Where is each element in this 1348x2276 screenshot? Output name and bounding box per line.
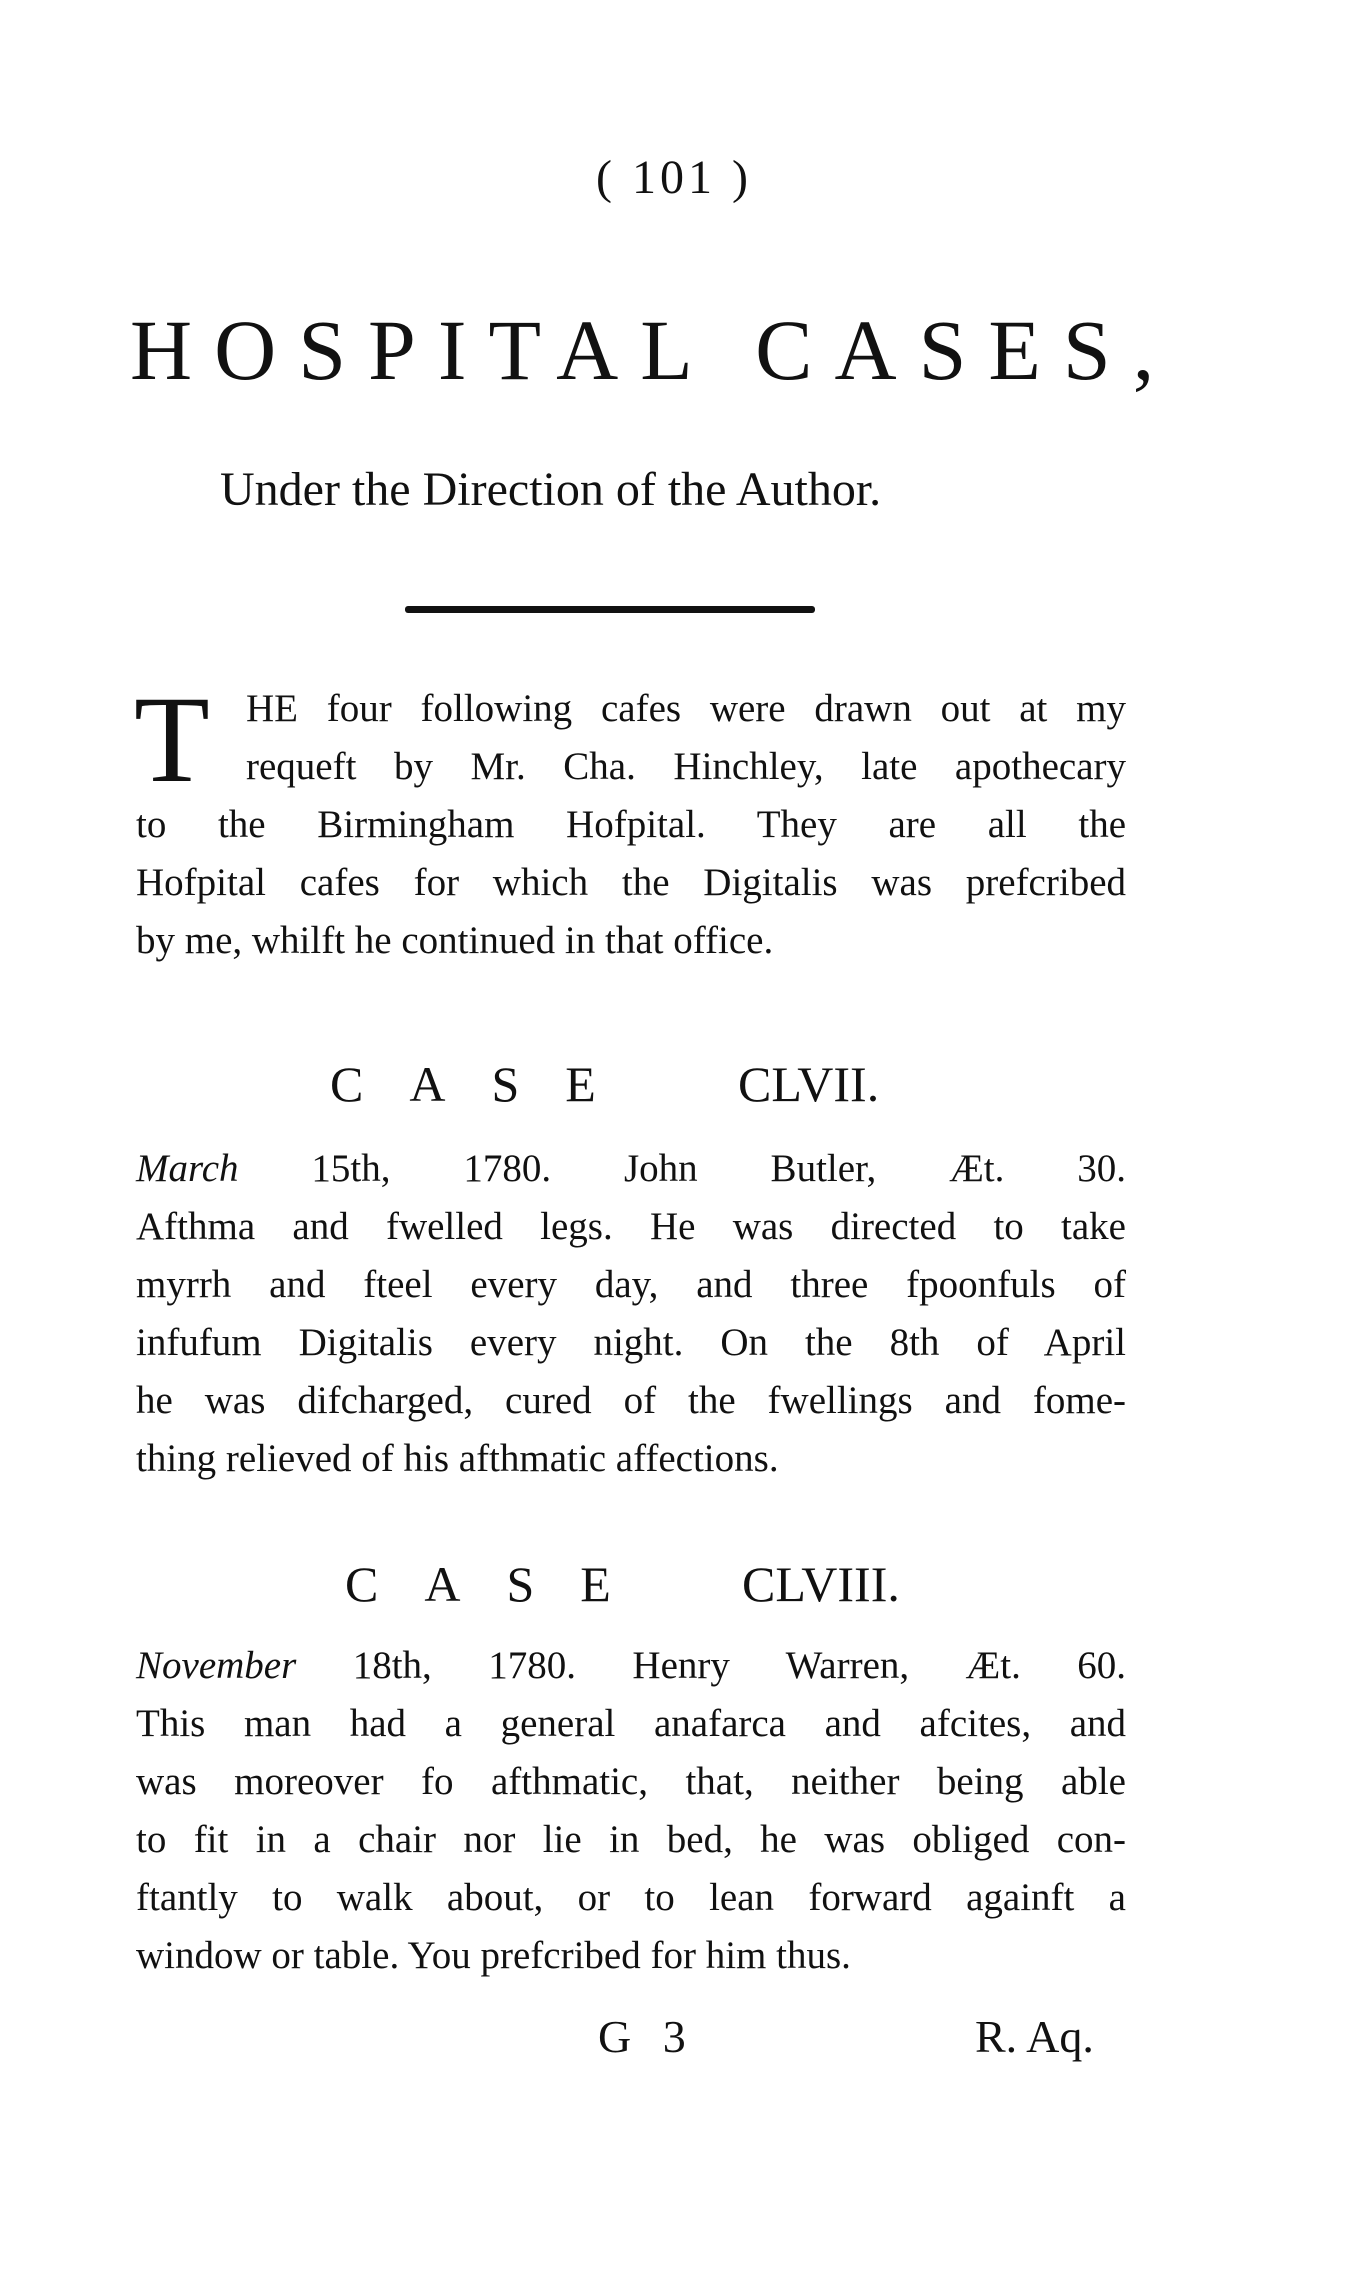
signature-mark: G 3 bbox=[598, 2011, 696, 2062]
intro-line: to the Birmingham Hofpital. They are all the bbox=[136, 803, 1126, 846]
case-line: infufum Digitalis every night. On the 8th of April bbox=[136, 1321, 1126, 1364]
case-first-line bbox=[136, 1140, 1126, 1198]
intro-paragraph bbox=[134, 671, 1126, 970]
intro-line: requeft by Mr. Cha. Hinchley, late apothecary bbox=[246, 745, 1126, 788]
page-subtitle: Under the Direction of the Author. bbox=[220, 463, 882, 516]
case-date-month: November bbox=[136, 1644, 297, 1687]
page-title: HOSPITAL CASES, bbox=[130, 302, 1177, 398]
case-line: window or table. You prefcribed for him thus. bbox=[136, 1934, 851, 1977]
case-paragraph bbox=[136, 1637, 1126, 1985]
case-first-line bbox=[136, 1637, 1126, 1695]
case-line: to fit in a chair nor lie in bed, he was obliged con- bbox=[136, 1818, 1126, 1861]
case-line: ftantly to walk about, or to lean forward againft a bbox=[136, 1876, 1126, 1919]
case-line: he was difcharged, cured of the fwellings and fome- bbox=[136, 1379, 1126, 1422]
case-paragraph bbox=[136, 1140, 1126, 1488]
case-line: This man had a general anafarca and afcites, and bbox=[136, 1702, 1126, 1745]
case-label: CASE bbox=[345, 1556, 657, 1612]
case-date-rest: 15th, 1780. John Butler, Æt. 30. bbox=[238, 1147, 1126, 1190]
catchword: R. Aq. bbox=[975, 2011, 1094, 2062]
case-label: CASE bbox=[330, 1056, 642, 1112]
case-number: CLVII. bbox=[738, 1056, 880, 1112]
drop-cap: T bbox=[134, 671, 210, 808]
intro-line: HE four following cafes were drawn out at my bbox=[246, 687, 1126, 730]
case-line: myrrh and fteel every day, and three fpoonfuls of bbox=[136, 1263, 1126, 1306]
case-date-rest: 18th, 1780. Henry Warren, Æt. 60. bbox=[296, 1644, 1126, 1687]
case-line: Afthma and fwelled legs. He was directed to take bbox=[136, 1205, 1126, 1248]
page-number: ( 101 ) bbox=[596, 151, 752, 204]
case-line: thing relieved of his afthmatic affections. bbox=[136, 1437, 779, 1480]
case-line: was moreover fo afthmatic, that, neither being able bbox=[136, 1760, 1126, 1803]
case-date-month: March bbox=[136, 1147, 239, 1190]
divider-rule bbox=[405, 606, 815, 613]
intro-line: Hofpital cafes for which the Digitalis was prefcribed bbox=[136, 861, 1126, 904]
case-number: CLVIII. bbox=[742, 1556, 900, 1612]
intro-line: by me, whilft he continued in that office. bbox=[136, 919, 774, 962]
